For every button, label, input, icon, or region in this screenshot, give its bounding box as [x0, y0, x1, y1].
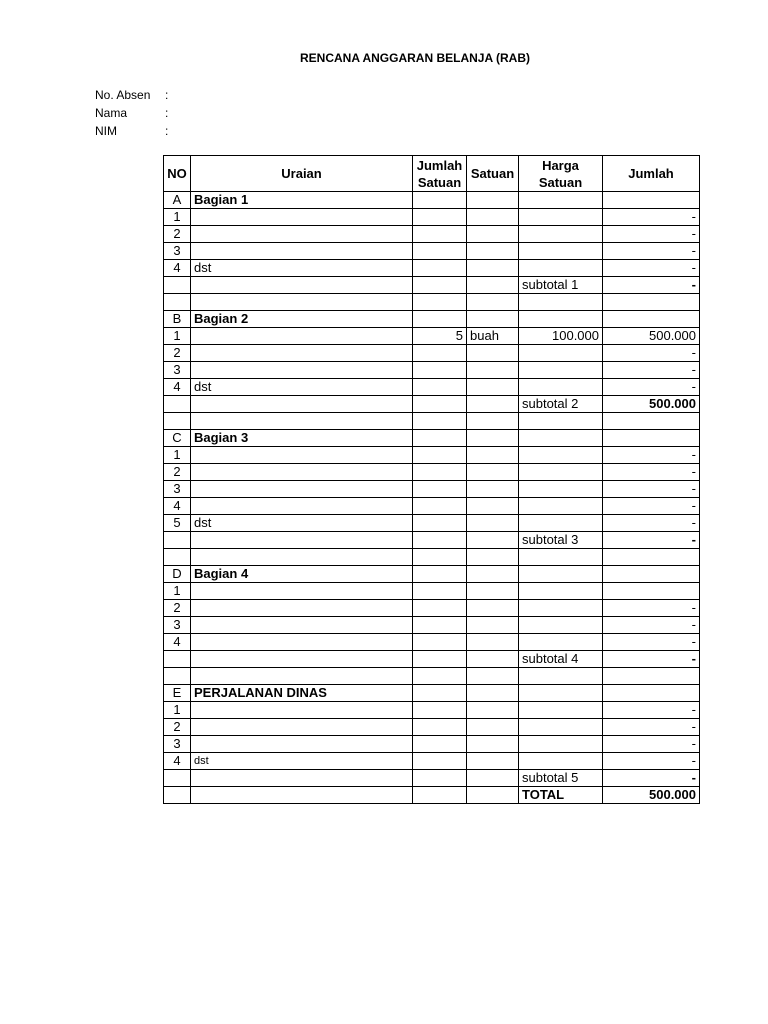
row-satuan: [467, 481, 519, 498]
row-jumlah-satuan: [413, 345, 467, 362]
section-name: Bagian 2: [191, 311, 413, 328]
row-jumlah-satuan: [413, 481, 467, 498]
row-jumlah: -: [603, 260, 700, 277]
row-satuan: [467, 515, 519, 532]
info-row-nim: [95, 122, 168, 140]
row-harga-satuan: [519, 379, 603, 396]
row-jumlah-satuan: [413, 736, 467, 753]
row-no: 3: [164, 362, 191, 379]
cell-empty: [603, 413, 700, 430]
cell-empty: [603, 668, 700, 685]
row-jumlah: -: [603, 498, 700, 515]
cell-empty: [164, 396, 191, 413]
cell-empty: [467, 413, 519, 430]
cell-empty: [519, 685, 603, 702]
row-uraian: [191, 345, 413, 362]
cell-empty: [413, 566, 467, 583]
table-row: [164, 753, 700, 770]
row-satuan: [467, 379, 519, 396]
row-satuan: [467, 634, 519, 651]
cell-empty: [519, 549, 603, 566]
cell-empty: [603, 549, 700, 566]
row-jumlah-satuan: [413, 243, 467, 260]
cell-empty: [467, 277, 519, 294]
section-code: D: [164, 566, 191, 583]
table-row: [164, 345, 700, 362]
row-harga-satuan: [519, 702, 603, 719]
subtotal-row: [164, 277, 700, 294]
subtotal-row: [164, 532, 700, 549]
row-harga-satuan: [519, 260, 603, 277]
cell-empty: [467, 430, 519, 447]
cell-empty: [191, 532, 413, 549]
section-header-row: [164, 311, 700, 328]
section-code: A: [164, 192, 191, 209]
row-no: 2: [164, 226, 191, 243]
subtotal-label: subtotal 3: [519, 532, 603, 549]
row-harga-satuan: [519, 498, 603, 515]
cell-empty: [191, 294, 413, 311]
cell-empty: [413, 192, 467, 209]
cell-empty: [467, 311, 519, 328]
subtotal-value: -: [603, 651, 700, 668]
section-name: PERJALANAN DINAS: [191, 685, 413, 702]
total-row: [164, 787, 700, 804]
cell-empty: [164, 294, 191, 311]
spacer-row: [164, 549, 700, 566]
row-no: 3: [164, 243, 191, 260]
section-code: B: [164, 311, 191, 328]
row-jumlah-satuan: [413, 362, 467, 379]
cell-empty: [191, 277, 413, 294]
table-header-row: [164, 156, 700, 192]
cell-empty: [164, 413, 191, 430]
cell-empty: [467, 566, 519, 583]
row-satuan: [467, 617, 519, 634]
row-uraian: dst: [191, 753, 413, 770]
info-label: Nama: [95, 106, 128, 120]
cell-empty: [413, 770, 467, 787]
row-uraian: [191, 617, 413, 634]
cell-empty: [603, 294, 700, 311]
row-uraian: [191, 209, 413, 226]
total-value: 500.000: [603, 787, 700, 804]
row-jumlah: -: [603, 209, 700, 226]
cell-empty: [191, 787, 413, 804]
table-row: [164, 379, 700, 396]
row-jumlah: -: [603, 719, 700, 736]
row-satuan: [467, 753, 519, 770]
row-uraian: [191, 719, 413, 736]
section-header-row: [164, 685, 700, 702]
row-uraian: [191, 634, 413, 651]
row-satuan: [467, 226, 519, 243]
row-jumlah-satuan: [413, 464, 467, 481]
row-jumlah-satuan: [413, 719, 467, 736]
cell-empty: [519, 430, 603, 447]
header-jumlah-satuan: Jumlah Satuan: [413, 156, 467, 192]
subtotal-row: [164, 770, 700, 787]
cell-empty: [191, 668, 413, 685]
row-uraian: [191, 583, 413, 600]
row-uraian: [191, 702, 413, 719]
row-jumlah-satuan: [413, 226, 467, 243]
cell-empty: [191, 770, 413, 787]
row-satuan: [467, 260, 519, 277]
cell-empty: [164, 651, 191, 668]
row-jumlah: -: [603, 379, 700, 396]
header-jumlah: Jumlah: [603, 156, 700, 192]
cell-empty: [191, 396, 413, 413]
row-jumlah: -: [603, 243, 700, 260]
table-row: [164, 600, 700, 617]
row-no: 1: [164, 209, 191, 226]
row-harga-satuan: [519, 464, 603, 481]
row-uraian: [191, 328, 413, 345]
subtotal-label: subtotal 2: [519, 396, 603, 413]
table-row: [164, 736, 700, 753]
section-code: E: [164, 685, 191, 702]
row-harga-satuan: [519, 481, 603, 498]
row-satuan: [467, 209, 519, 226]
row-no: 1: [164, 702, 191, 719]
cell-empty: [191, 651, 413, 668]
cell-empty: [467, 549, 519, 566]
row-jumlah: -: [603, 226, 700, 243]
row-jumlah: -: [603, 634, 700, 651]
row-no: 2: [164, 600, 191, 617]
section-code: C: [164, 430, 191, 447]
row-no: 5: [164, 515, 191, 532]
cell-empty: [519, 668, 603, 685]
subtotal-value: -: [603, 532, 700, 549]
info-label: No. Absen: [95, 88, 151, 102]
row-uraian: [191, 464, 413, 481]
row-no: 4: [164, 379, 191, 396]
row-no: 3: [164, 481, 191, 498]
row-no: 2: [164, 719, 191, 736]
row-uraian: [191, 481, 413, 498]
row-no: 1: [164, 447, 191, 464]
row-jumlah: -: [603, 617, 700, 634]
table-row: [164, 702, 700, 719]
row-harga-satuan: [519, 209, 603, 226]
subtotal-row: [164, 651, 700, 668]
cell-empty: [164, 549, 191, 566]
row-satuan: [467, 600, 519, 617]
row-uraian: dst: [191, 379, 413, 396]
row-satuan: [467, 583, 519, 600]
row-satuan: [467, 702, 519, 719]
cell-empty: [413, 651, 467, 668]
row-uraian: [191, 447, 413, 464]
section-header-row: [164, 192, 700, 209]
row-jumlah: -: [603, 515, 700, 532]
row-uraian: [191, 226, 413, 243]
row-jumlah: [603, 583, 700, 600]
cell-empty: [467, 668, 519, 685]
row-no: 1: [164, 583, 191, 600]
row-harga-satuan: [519, 634, 603, 651]
row-satuan: [467, 243, 519, 260]
row-no: 3: [164, 736, 191, 753]
header-harga-satuan: Harga Satuan: [519, 156, 603, 192]
cell-empty: [191, 413, 413, 430]
row-jumlah: -: [603, 736, 700, 753]
row-uraian: [191, 736, 413, 753]
row-jumlah-satuan: [413, 617, 467, 634]
info-row-absen: [95, 86, 168, 104]
row-jumlah-satuan: [413, 209, 467, 226]
row-no: 4: [164, 260, 191, 277]
student-info: [95, 86, 168, 140]
cell-empty: [467, 651, 519, 668]
row-jumlah-satuan: [413, 260, 467, 277]
row-jumlah: -: [603, 345, 700, 362]
cell-empty: [519, 566, 603, 583]
table-row: [164, 226, 700, 243]
row-satuan: [467, 498, 519, 515]
row-satuan: [467, 736, 519, 753]
total-label: TOTAL: [519, 787, 603, 804]
row-no: 3: [164, 617, 191, 634]
table-row: [164, 617, 700, 634]
row-jumlah-satuan: [413, 583, 467, 600]
row-jumlah-satuan: [413, 600, 467, 617]
document-title: RENCANA ANGGARAN BELANJA (RAB): [300, 51, 530, 65]
row-jumlah-satuan: [413, 447, 467, 464]
cell-empty: [413, 668, 467, 685]
header-no: NO: [164, 156, 191, 192]
table-row: [164, 362, 700, 379]
cell-empty: [467, 532, 519, 549]
row-harga-satuan: [519, 736, 603, 753]
cell-empty: [519, 192, 603, 209]
budget-table: [163, 155, 700, 804]
row-uraian: dst: [191, 515, 413, 532]
cell-empty: [603, 192, 700, 209]
row-no: 1: [164, 328, 191, 345]
row-jumlah: -: [603, 753, 700, 770]
table-row: [164, 464, 700, 481]
spacer-row: [164, 668, 700, 685]
row-no: 2: [164, 345, 191, 362]
cell-empty: [467, 192, 519, 209]
row-uraian: [191, 498, 413, 515]
row-jumlah: -: [603, 600, 700, 617]
row-jumlah-satuan: [413, 379, 467, 396]
cell-empty: [413, 311, 467, 328]
table-row: [164, 209, 700, 226]
row-harga-satuan: [519, 583, 603, 600]
row-jumlah-satuan: 5: [413, 328, 467, 345]
row-jumlah: 500.000: [603, 328, 700, 345]
row-harga-satuan: [519, 226, 603, 243]
row-jumlah-satuan: [413, 753, 467, 770]
cell-empty: [603, 566, 700, 583]
cell-empty: [467, 396, 519, 413]
cell-empty: [191, 549, 413, 566]
header-uraian: Uraian: [191, 156, 413, 192]
section-name: Bagian 4: [191, 566, 413, 583]
info-separator: :: [165, 124, 169, 138]
cell-empty: [519, 311, 603, 328]
row-jumlah: -: [603, 464, 700, 481]
row-harga-satuan: [519, 753, 603, 770]
cell-empty: [413, 532, 467, 549]
row-uraian: [191, 243, 413, 260]
subtotal-label: subtotal 1: [519, 277, 603, 294]
row-satuan: [467, 345, 519, 362]
row-no: 2: [164, 464, 191, 481]
row-harga-satuan: [519, 362, 603, 379]
subtotal-value: -: [603, 770, 700, 787]
spacer-row: [164, 294, 700, 311]
cell-empty: [164, 668, 191, 685]
row-jumlah-satuan: [413, 702, 467, 719]
table-row: [164, 515, 700, 532]
cell-empty: [413, 413, 467, 430]
table-row: [164, 634, 700, 651]
cell-empty: [467, 787, 519, 804]
row-satuan: buah: [467, 328, 519, 345]
cell-empty: [519, 294, 603, 311]
cell-empty: [413, 430, 467, 447]
table-row: [164, 583, 700, 600]
section-header-row: [164, 566, 700, 583]
cell-empty: [413, 685, 467, 702]
table-row: [164, 481, 700, 498]
table-row: [164, 719, 700, 736]
cell-empty: [519, 413, 603, 430]
row-harga-satuan: [519, 345, 603, 362]
row-jumlah-satuan: [413, 498, 467, 515]
info-row-nama: [95, 104, 168, 122]
cell-empty: [164, 770, 191, 787]
row-satuan: [467, 362, 519, 379]
cell-empty: [164, 532, 191, 549]
subtotal-label: subtotal 5: [519, 770, 603, 787]
cell-empty: [603, 430, 700, 447]
row-harga-satuan: [519, 515, 603, 532]
table-row: [164, 498, 700, 515]
row-no: 4: [164, 498, 191, 515]
section-name: Bagian 1: [191, 192, 413, 209]
row-jumlah-satuan: [413, 634, 467, 651]
cell-empty: [467, 770, 519, 787]
row-jumlah: -: [603, 481, 700, 498]
row-jumlah-satuan: [413, 515, 467, 532]
cell-empty: [603, 685, 700, 702]
cell-empty: [413, 396, 467, 413]
row-uraian: [191, 362, 413, 379]
section-name: Bagian 3: [191, 430, 413, 447]
cell-empty: [467, 294, 519, 311]
cell-empty: [413, 277, 467, 294]
cell-empty: [164, 787, 191, 804]
subtotal-row: [164, 396, 700, 413]
row-no: 4: [164, 634, 191, 651]
row-uraian: dst: [191, 260, 413, 277]
row-satuan: [467, 447, 519, 464]
subtotal-value: -: [603, 277, 700, 294]
table-row: [164, 243, 700, 260]
cell-empty: [467, 685, 519, 702]
row-jumlah: -: [603, 702, 700, 719]
cell-empty: [413, 787, 467, 804]
cell-empty: [164, 277, 191, 294]
spacer-row: [164, 413, 700, 430]
row-uraian: [191, 600, 413, 617]
header-satuan: Satuan: [467, 156, 519, 192]
cell-empty: [413, 549, 467, 566]
row-jumlah: -: [603, 362, 700, 379]
row-harga-satuan: [519, 447, 603, 464]
section-header-row: [164, 430, 700, 447]
row-satuan: [467, 464, 519, 481]
cell-empty: [603, 311, 700, 328]
cell-empty: [413, 294, 467, 311]
subtotal-label: subtotal 4: [519, 651, 603, 668]
row-harga-satuan: [519, 600, 603, 617]
table-row: [164, 260, 700, 277]
row-harga-satuan: 100.000: [519, 328, 603, 345]
row-satuan: [467, 719, 519, 736]
row-harga-satuan: [519, 719, 603, 736]
info-separator: :: [165, 88, 169, 102]
row-harga-satuan: [519, 617, 603, 634]
subtotal-value: 500.000: [603, 396, 700, 413]
row-harga-satuan: [519, 243, 603, 260]
row-jumlah: -: [603, 447, 700, 464]
table-row: [164, 447, 700, 464]
table-row: [164, 328, 700, 345]
info-label: NIM: [95, 124, 117, 138]
row-no: 4: [164, 753, 191, 770]
info-separator: :: [165, 106, 169, 120]
